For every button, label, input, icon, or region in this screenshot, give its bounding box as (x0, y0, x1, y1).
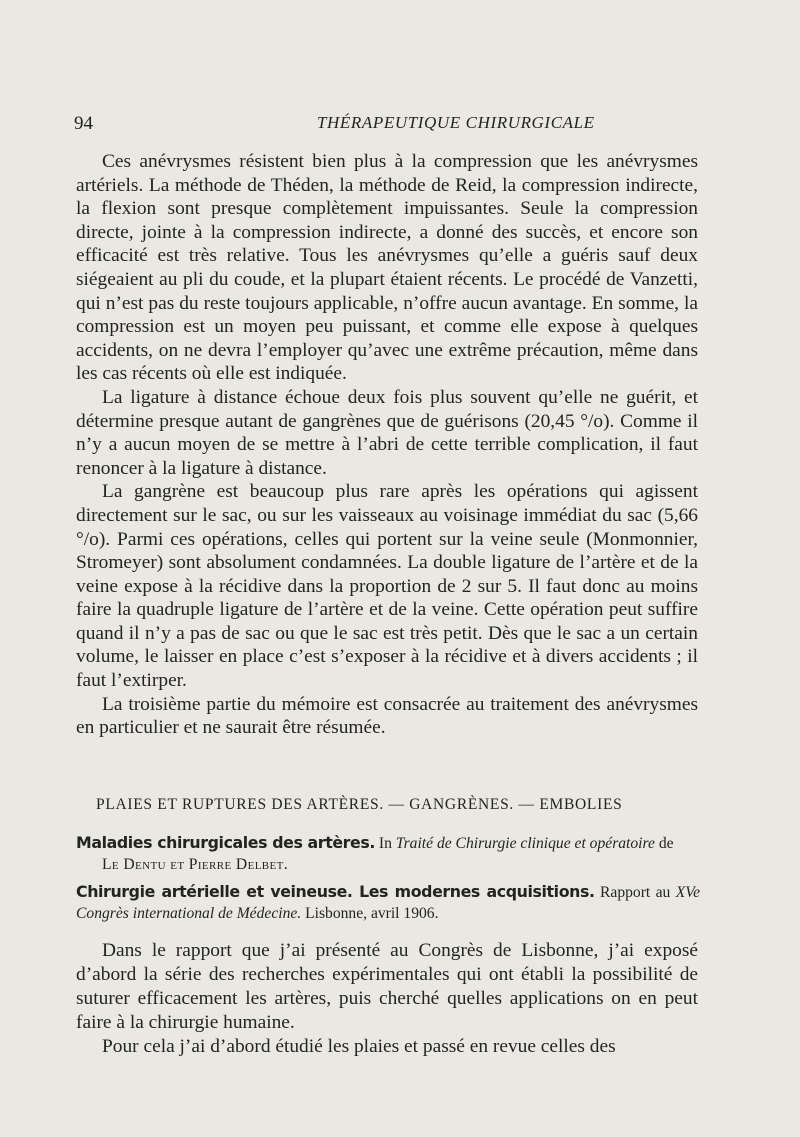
section-heading: PLAIES ET RUPTURES DES ARTÈRES. — GANGRÈNES. — EMBOLIES (96, 796, 623, 813)
paragraph-gangrene: La gangrène est beaucoup plus rare après les opérations qui agissent directement sur le sac, ou sur les vaisseaux au voisinage immédiat du sac (5,66 °/o). Parmi ces opérations, celles qui portent sur la veine seule (Monmonnier, Stromeyer) sont absolument condamnées. La double ligature de l’artère et de la veine expose à la récidive dans la proportion de 2 sur 5. Il faut donc au moins faire la quadruple ligature de l’artère et de la veine. Cette opération peut suffire quand il n’y a pas de sac ou que le sac est très petit. Dès que le sac a un certain volume, le laisser en place c’est s’exposer à la récidive et à divers accidents ; il faut l’extirper. (76, 481, 698, 692)
paragraph-ligature-distance: La ligature à distance échoue deux fois plus souvent qu’elle ne guérit, et détermine presque autant de gangrènes que de guérisons (20,45 °/o). Comme il n’y a aucun moyen de se mettre à l’abri de cette terrible complication, il faut renoncer à la ligature à distance. (76, 386, 698, 479)
bibliography-connector: de (658, 835, 674, 852)
main-text (76, 150, 698, 740)
bibliography-in: In (378, 835, 392, 852)
bibliography-title: Chirurgie artérielle et veineuse. Les modernes acquisitions. (76, 882, 595, 901)
bibliography-source: XVe Congrès international de Médecine. (76, 884, 700, 922)
page-header (74, 113, 714, 139)
running-title: THÉRAPEUTIQUE CHIRURGICALE (317, 113, 595, 132)
paragraph-plaies: Pour cela j’ai d’abord étudié les plaies et passé en revue celles des (102, 1036, 616, 1057)
bibliography-report: Rapport au (600, 884, 671, 901)
bibliography-place-date: Lisbonne, avril 1906. (305, 905, 439, 922)
bibliography-entry (76, 881, 700, 924)
paragraph-rapport-lisbonne: Dans le rapport que j’ai présenté au Congrès de Lisbonne, j’ai exposé d’abord la série des recherches expérimentales qui ont établi la possibilité de suturer efficacement les artères, puis cherché quelles applications on en peut faire à la chirurgie humaine. (76, 940, 698, 1033)
closing-text (76, 939, 698, 1059)
paragraph-compression: Ces anévrysmes résistent bien plus à la compression que les anévrysmes artériels. La méthode de Théden, la méthode de Reid, la compression indirecte, la flexion sont presque complètement impuissantes. Seule la compression directe, jointe à la compression indirecte, a donné des succès, et encore son efficacité est très relative. Tous les anévrysmes qu’elle a guéris sauf deux siégeaient au pli du coude, et la plupart étaient récents. Le procédé de Vanzetti, qui n’est pas du reste toujours applicable, n’offre aucun avantage. En somme, la compression est un moyen peu puissant, et comme elle expose à quelques accidents, on ne devra l’employer qu’avec une extrême précaution, même dans les cas récents où elle est indiquée. (76, 151, 698, 385)
page-number: 94 (74, 113, 93, 134)
bibliography-source: Traité de Chirurgie clinique et opératoire (395, 835, 655, 852)
bibliography-title: Maladies chirurgicales des artères. (76, 833, 375, 852)
bibliography-entry (76, 832, 700, 875)
paragraph-troisieme-partie: La troisième partie du mémoire est consacrée au traitement des anévrysmes en particulier et ne saurait être résumée. (76, 693, 698, 739)
bibliography-authors: Le Dentu et Pierre Delbet. (102, 856, 289, 873)
